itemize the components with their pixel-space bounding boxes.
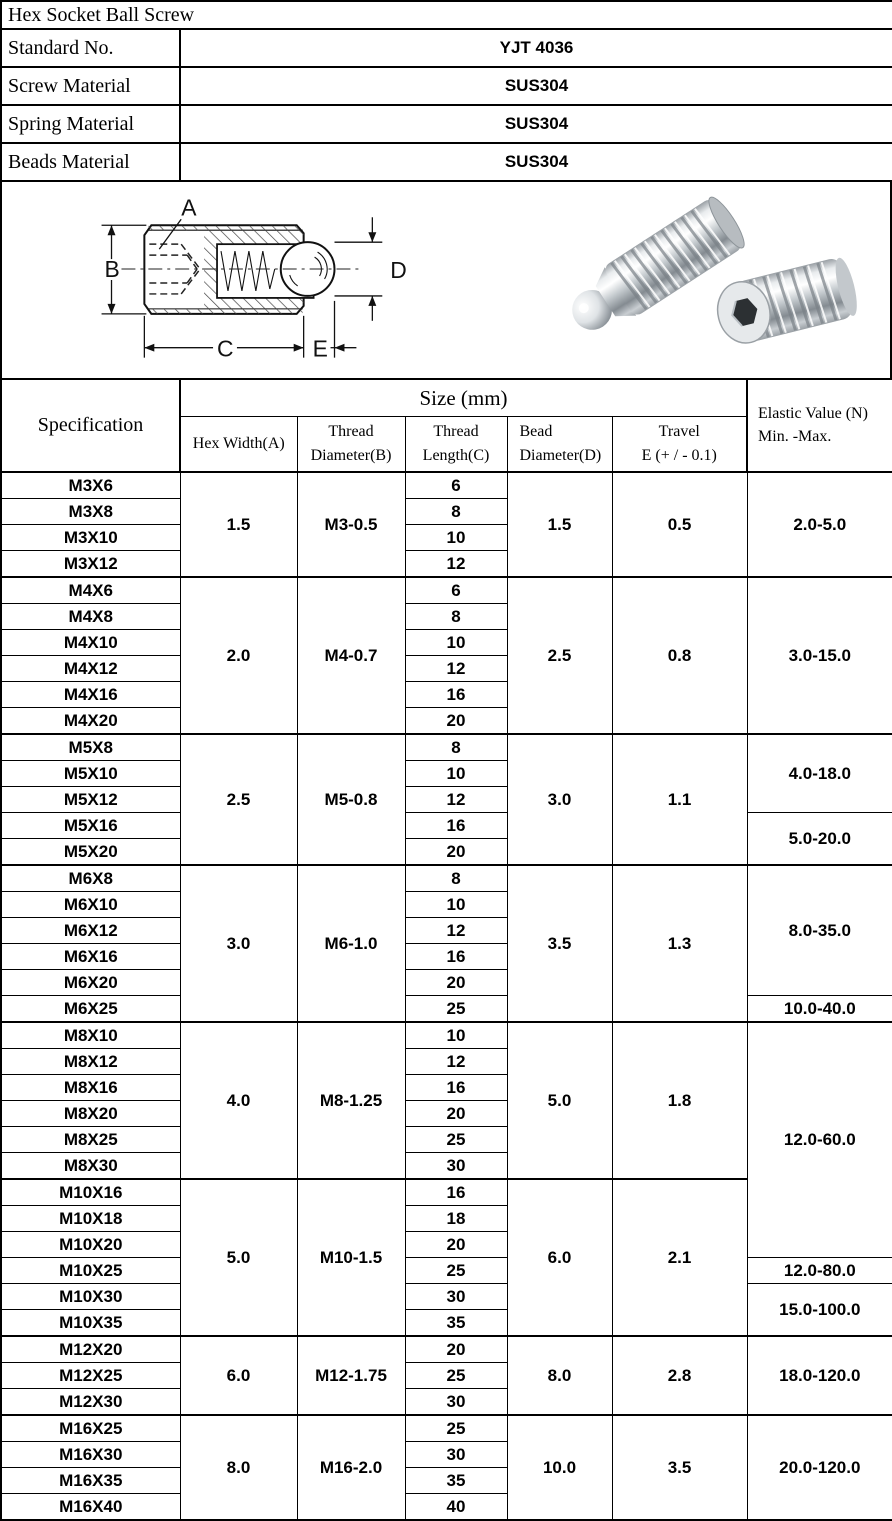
value-cell: 1.5 <box>180 472 297 577</box>
value-cell: 1.8 <box>612 1022 747 1179</box>
value-cell: 0.5 <box>612 472 747 577</box>
model-cell: M12X20 <box>1 1336 180 1363</box>
spec-row <box>1 1022 892 1049</box>
spec-row <box>1 1258 892 1284</box>
spring-material-value: SUS304 <box>180 105 892 143</box>
spec-row <box>1 734 892 761</box>
spec-row <box>1 472 892 499</box>
thread-diameter-label-line2: Diameter(B) <box>310 447 392 464</box>
spec-table <box>0 378 892 1521</box>
hex-width-label: Hex Width(A) <box>192 435 285 452</box>
value-cell: 30 <box>405 1284 507 1310</box>
value-cell: 12 <box>405 787 507 813</box>
value-cell: M6-1.0 <box>297 865 405 1022</box>
screw-material-value: SUS304 <box>180 67 892 105</box>
spec-row <box>1 1415 892 1442</box>
model-cell: M8X25 <box>1 1127 180 1153</box>
value-cell: 16 <box>405 1075 507 1101</box>
model-cell: M6X10 <box>1 892 180 918</box>
value-cell: 6.0 <box>180 1336 297 1415</box>
model-cell: M10X20 <box>1 1232 180 1258</box>
technical-drawing <box>2 182 500 378</box>
value-cell: 25 <box>405 1258 507 1284</box>
value-cell: 10 <box>405 525 507 551</box>
travel-label-line1: Travel <box>658 423 700 440</box>
value-cell: 8 <box>405 865 507 892</box>
value-cell: 4.0-18.0 <box>747 734 892 813</box>
value-cell: 35 <box>405 1468 507 1494</box>
value-cell: 16 <box>405 813 507 839</box>
col-header-elastic-value <box>747 379 892 472</box>
value-cell: 35 <box>405 1310 507 1337</box>
value-cell: 12 <box>405 1049 507 1075</box>
value-cell: 12 <box>405 918 507 944</box>
info-row-screw-material <box>1 67 892 105</box>
value-cell: M8-1.25 <box>297 1022 405 1179</box>
value-cell: 8.0 <box>507 1336 612 1415</box>
value-cell: 10 <box>405 1022 507 1049</box>
col-header-thread-length <box>405 417 507 473</box>
value-cell: 1.3 <box>612 865 747 1022</box>
product-photo <box>500 182 890 378</box>
value-cell: 2.0 <box>180 577 297 734</box>
col-header-bead-diameter <box>507 417 612 473</box>
value-cell: 1.5 <box>507 472 612 577</box>
value-cell: M10-1.5 <box>297 1179 405 1336</box>
elastic-header-line1: Elastic Value (N) <box>758 405 868 422</box>
model-cell: M5X20 <box>1 839 180 866</box>
spring-material-label: Spring Material <box>1 105 180 143</box>
model-cell: M10X25 <box>1 1258 180 1284</box>
model-cell: M8X12 <box>1 1049 180 1075</box>
section-hatch-mid <box>204 244 217 298</box>
model-cell: M6X25 <box>1 996 180 1023</box>
info-table <box>0 0 892 182</box>
value-cell: 16 <box>405 1179 507 1206</box>
model-cell: M6X20 <box>1 970 180 996</box>
model-cell: M8X20 <box>1 1101 180 1127</box>
value-cell: 10.0-40.0 <box>747 996 892 1023</box>
elastic-header-line2: Min. -Max. <box>758 428 832 445</box>
model-cell: M4X6 <box>1 577 180 604</box>
value-cell: 18.0-120.0 <box>747 1336 892 1415</box>
value-cell: 10.0 <box>507 1415 612 1520</box>
value-cell: 10 <box>405 630 507 656</box>
thread-length-label-line1: Thread <box>433 423 479 440</box>
value-cell: 18 <box>405 1206 507 1232</box>
bead-diameter-label-line1: Bead <box>519 423 553 440</box>
value-cell: 40 <box>405 1494 507 1521</box>
model-cell: M3X10 <box>1 525 180 551</box>
value-cell: 3.0 <box>180 865 297 1022</box>
model-cell: M4X16 <box>1 682 180 708</box>
value-cell: 6.0 <box>507 1179 612 1336</box>
value-cell: 12 <box>405 551 507 578</box>
thread-length-label-line2: Length(C) <box>422 447 490 464</box>
model-cell: M3X6 <box>1 472 180 499</box>
value-cell: 8.0-35.0 <box>747 865 892 996</box>
info-row-beads-material <box>1 143 892 181</box>
value-cell: 25 <box>405 1363 507 1389</box>
value-cell: 5.0 <box>180 1179 297 1336</box>
dim-label-d: D <box>390 257 407 284</box>
value-cell: 20 <box>405 970 507 996</box>
model-cell: M5X10 <box>1 761 180 787</box>
spec-row <box>1 865 892 892</box>
dim-label-c: C <box>217 335 234 362</box>
col-group-size-mm: Size (mm) <box>180 379 747 417</box>
value-cell: 30 <box>405 1442 507 1468</box>
spec-row <box>1 1284 892 1310</box>
value-cell: 30 <box>405 1153 507 1180</box>
value-cell: 25 <box>405 1127 507 1153</box>
model-cell: M5X12 <box>1 787 180 813</box>
spec-row <box>1 1336 892 1363</box>
model-cell: M5X16 <box>1 813 180 839</box>
model-cell: M4X12 <box>1 656 180 682</box>
value-cell: 12.0-60.0 <box>747 1022 892 1258</box>
value-cell: 30 <box>405 1389 507 1416</box>
value-cell: 8 <box>405 499 507 525</box>
dim-label-b: B <box>104 256 120 283</box>
value-cell: 3.0 <box>507 734 612 865</box>
info-row-standard <box>1 29 892 67</box>
thread-hatch-top <box>148 226 302 230</box>
spec-header-row-1 <box>1 379 892 417</box>
model-cell: M12X30 <box>1 1389 180 1416</box>
value-cell: 3.5 <box>507 865 612 1022</box>
value-cell: 25 <box>405 996 507 1023</box>
model-cell: M16X40 <box>1 1494 180 1521</box>
value-cell: 8 <box>405 604 507 630</box>
value-cell: 3.5 <box>612 1415 747 1520</box>
value-cell: 20 <box>405 1336 507 1363</box>
value-cell: 10 <box>405 761 507 787</box>
value-cell: 1.1 <box>612 734 747 865</box>
thread-diameter-label-line1: Thread <box>328 423 374 440</box>
spec-row <box>1 813 892 839</box>
value-cell: 20 <box>405 1232 507 1258</box>
value-cell: 16 <box>405 944 507 970</box>
model-cell: M10X30 <box>1 1284 180 1310</box>
value-cell: 2.1 <box>612 1179 747 1336</box>
col-header-hex-width <box>180 417 297 473</box>
beads-material-label: Beads Material <box>1 143 180 181</box>
model-cell: M4X10 <box>1 630 180 656</box>
value-cell: 25 <box>405 1415 507 1442</box>
col-header-specification: Specification <box>1 379 180 472</box>
travel-label-line2: E (+ / - 0.1) <box>641 447 717 464</box>
value-cell: 12 <box>405 656 507 682</box>
value-cell: M4-0.7 <box>297 577 405 734</box>
value-cell: 2.5 <box>180 734 297 865</box>
value-cell: 16 <box>405 682 507 708</box>
value-cell: 15.0-100.0 <box>747 1284 892 1337</box>
value-cell: M16-2.0 <box>297 1415 405 1520</box>
model-cell: M6X8 <box>1 865 180 892</box>
beads-material-value: SUS304 <box>180 143 892 181</box>
value-cell: 12.0-80.0 <box>747 1258 892 1284</box>
value-cell: 8 <box>405 734 507 761</box>
value-cell: 5.0-20.0 <box>747 813 892 866</box>
value-cell: 20 <box>405 839 507 866</box>
value-cell: M3-0.5 <box>297 472 405 577</box>
spec-row <box>1 996 892 1023</box>
model-cell: M8X10 <box>1 1022 180 1049</box>
dim-label-e: E <box>312 335 328 362</box>
value-cell: 5.0 <box>507 1022 612 1179</box>
hex-socket-photo <box>711 255 861 349</box>
page-title: Hex Socket Ball Screw <box>1 1 892 29</box>
spec-table-rows <box>1 472 892 1520</box>
standard-no-value: YJT 4036 <box>180 29 892 67</box>
value-cell: 4.0 <box>180 1022 297 1179</box>
value-cell: 2.5 <box>507 577 612 734</box>
value-cell: 8.0 <box>180 1415 297 1520</box>
col-header-thread-diameter <box>297 417 405 473</box>
model-cell: M10X16 <box>1 1179 180 1206</box>
model-cell: M16X35 <box>1 1468 180 1494</box>
thread-hatch-bottom <box>148 309 302 313</box>
col-header-travel <box>612 417 747 473</box>
value-cell: M12-1.75 <box>297 1336 405 1415</box>
value-cell: 0.8 <box>612 577 747 734</box>
model-cell: M10X35 <box>1 1310 180 1337</box>
dim-label-a: A <box>181 194 197 221</box>
value-cell: 2.8 <box>612 1336 747 1415</box>
value-cell: M5-0.8 <box>297 734 405 865</box>
value-cell: 20 <box>405 708 507 735</box>
section-hatch-bottom <box>204 298 304 309</box>
model-cell: M10X18 <box>1 1206 180 1232</box>
value-cell: 20.0-120.0 <box>747 1415 892 1520</box>
model-cell: M3X12 <box>1 551 180 578</box>
bead-diameter-label-line2: Diameter(D) <box>519 447 602 464</box>
value-cell: 6 <box>405 577 507 604</box>
model-cell: M5X8 <box>1 734 180 761</box>
model-cell: M16X25 <box>1 1415 180 1442</box>
spec-row <box>1 577 892 604</box>
model-cell: M6X16 <box>1 944 180 970</box>
screw-material-label: Screw Material <box>1 67 180 105</box>
value-cell: 20 <box>405 1101 507 1127</box>
model-cell: M12X25 <box>1 1363 180 1389</box>
model-cell: M8X16 <box>1 1075 180 1101</box>
model-cell: M16X30 <box>1 1442 180 1468</box>
model-cell: M8X30 <box>1 1153 180 1180</box>
title-row <box>1 1 892 29</box>
value-cell: 10 <box>405 892 507 918</box>
figure-band <box>0 182 892 378</box>
section-hatch-top <box>204 230 304 244</box>
info-row-spring-material <box>1 105 892 143</box>
model-cell: M3X8 <box>1 499 180 525</box>
value-cell: 6 <box>405 472 507 499</box>
value-cell: 3.0-15.0 <box>747 577 892 734</box>
value-cell: 2.0-5.0 <box>747 472 892 577</box>
model-cell: M6X12 <box>1 918 180 944</box>
model-cell: M4X20 <box>1 708 180 735</box>
standard-no-label: Standard No. <box>1 29 180 67</box>
model-cell: M4X8 <box>1 604 180 630</box>
